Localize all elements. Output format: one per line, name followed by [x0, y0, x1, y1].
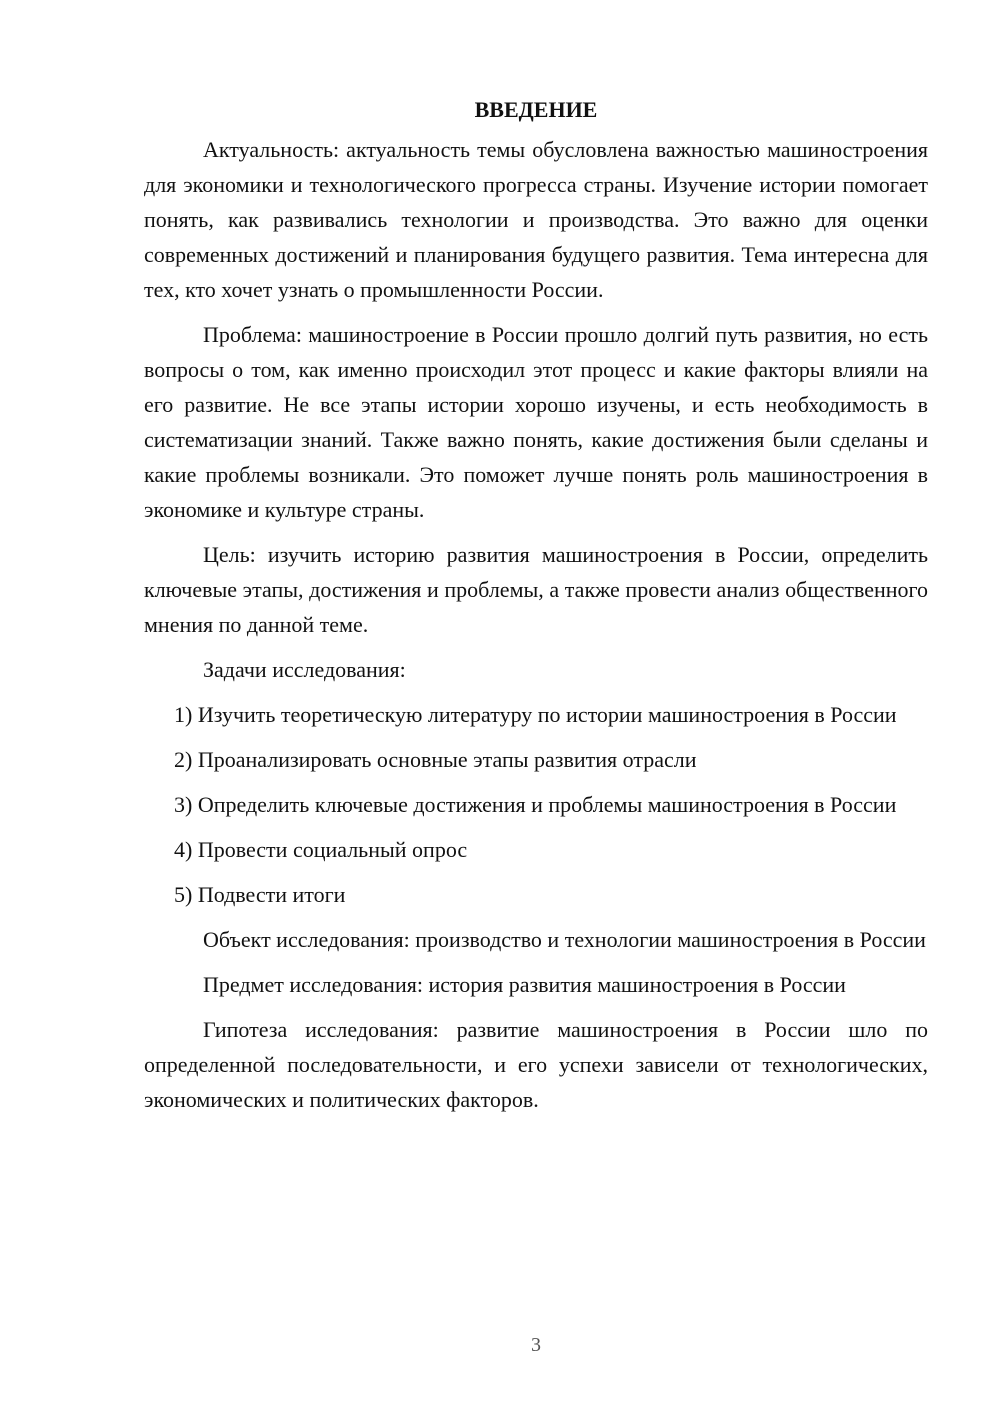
- tasks-list: [144, 697, 928, 912]
- list-item: 2) Проанализировать основные этапы развития отрасли: [174, 747, 697, 772]
- relevance-paragraph: Актуальность: актуальность темы обусловлена важностью машиностроения для экономики и технологического прогресса страны. Изучение истории помогает понять, как развивались технологии и производства. Это важно для оценки современных достижений и планирования будущего развития. Тема интересна для тех, кто хочет узнать о промышленности России.: [144, 137, 928, 302]
- page-number: 3: [531, 1334, 541, 1356]
- document-page: [144, 92, 928, 1127]
- goal-paragraph: Цель: изучить историю развития машиностроения в России, определить ключевые этапы, достижения и проблемы, а также провести анализ общественного мнения по данной теме.: [144, 542, 928, 637]
- problem-paragraph: Проблема: машиностроение в России прошло долгий путь развития, но есть вопросы о том, как именно происходил этот процесс и какие факторы влияли на его развитие. Не все этапы истории хорошо изучены, и есть необходимость в систематизации знаний. Также важно понять, какие достижения были сделаны и какие проблемы возникали. Это поможет лучше понять роль машиностроения в экономике и культуре страны.: [144, 322, 928, 522]
- tasks-heading: Задачи исследования:: [203, 657, 406, 682]
- hypothesis-paragraph: Гипотеза исследования: развитие машиностроения в России шло по определенной последовательности, и его успехи зависели от технологических, экономических и политических факторов.: [144, 1017, 928, 1112]
- subject-paragraph: Предмет исследования: история развития машиностроения в России: [203, 972, 846, 997]
- list-item: 5) Подвести итоги: [174, 882, 346, 907]
- list-item: 1) Изучить теоретическую литературу по истории машиностроения в России: [174, 702, 897, 727]
- list-item: 4) Провести социальный опрос: [174, 837, 468, 862]
- object-paragraph: Объект исследования: производство и технологии машиностроения в России: [203, 927, 926, 952]
- list-item: 3) Определить ключевые достижения и проблемы машиностроения в России: [174, 792, 897, 817]
- page-title: ВВЕДЕНИЕ: [474, 97, 598, 122]
